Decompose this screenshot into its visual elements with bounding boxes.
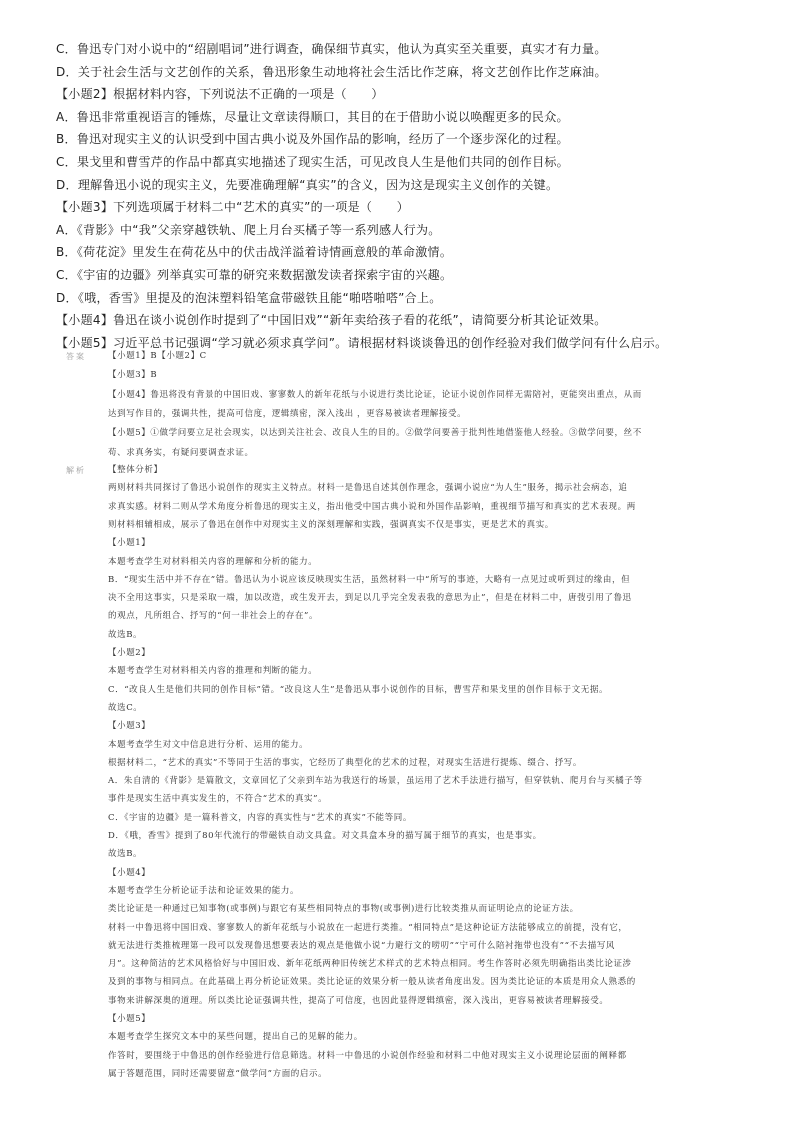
- analysis-line: 【小题5】: [108, 1014, 151, 1024]
- question-line: A．鲁迅非常重视语言的锤炼，尽量让文章读得顺口，其目的在于借助小说以唤醒更多的民众。: [56, 109, 569, 124]
- analysis-line: 【整体分析】: [108, 465, 163, 475]
- analysis-line: 【小题2】: [108, 648, 151, 658]
- analysis-line: B．“现实生活中并不存在”错。鲁迅认为小说应该反映现实生活，虽然材料一中“所写的事迹，大略有一点见过或听到过的缘由，但: [108, 574, 631, 585]
- answer-tag: 答案: [66, 352, 86, 361]
- question-line: C．《宇宙的边疆》列举真实可靠的研究来数据激发读者探索宇宙的兴趣。: [56, 268, 453, 282]
- question-line: B．鲁迅对现实主义的认识受到中国古典小说及外国作品的影响，经历了一个逐步深化的过程。: [56, 132, 569, 147]
- analysis-line: 根据材料二，“艺术的真实”不等同于生活的事实，它经历了典型化的艺术的过程，对现实生活进行提炼、缀合、抒写。: [108, 757, 582, 768]
- analysis-line: 本题考查学生对材料相关内容的推理和判断的能力。: [108, 666, 318, 677]
- analysis-line: 【小题4】: [108, 867, 151, 878]
- analysis-line: 本题考查学生对材料相关内容的理解和分析的能力。: [108, 556, 318, 567]
- analysis-line: 就无法进行类推梳理第一段可以发现鲁迅想要表达的观点是他做小说“力避行文的唠叨”“宁可什么陪衬拖带也没有”“不去描写风: [108, 940, 616, 951]
- answer-line: 达到写作目的，强调共性，提高可信度，逻辑缜密，深入浅出 ，更容易被读者理解接受。: [108, 408, 467, 419]
- question-line: 【小题5】习近平总书记强调“学习就必须求真学问”。请根据材料谈谈鲁迅的创作经验对我们做学问有什么启示。: [56, 335, 668, 350]
- analysis-line: 事件是现实生活中真实发生的，不符合“艺术的真实”。: [108, 794, 328, 805]
- analysis-line: 则材料相辅相成，展示了鲁迅在创作中对现实主义的深刻理解和实践，强调真实不仅是事实，更是艺术的真实。: [108, 519, 554, 530]
- analysis-tag: 解析: [66, 466, 86, 475]
- answer-line: 【小题3】B: [108, 370, 158, 381]
- question-line: C．鲁迅专门对小说中的“绍剧唱词”进行调查，确保细节真实，他认为真实至关重要，真实才有力量。: [56, 42, 607, 56]
- analysis-line: 本题考查学生探究文本中的某些问题，提出自己的见解的能力。: [108, 1032, 363, 1043]
- analysis-line: 月”。这种简洁的艺术风格恰好与中国旧戏、新年花纸两种旧传统艺术样式的艺术特点相同。考生作答时必须先明确指出类比论证涉: [108, 959, 632, 970]
- analysis-line: 求真实感。材料二则从学术角度分析鲁迅的现实主义，指出他受中国古典小说和外国作品影响，重视细节描写和真实的艺术表现。两: [108, 501, 636, 512]
- question-line: 【小题2】根据材料内容，下列说法不正确的一项是（ ）: [56, 87, 384, 102]
- question-line: D．关于社会生活与文艺创作的关系，鲁迅形象生动地将社会生活比作芝麻，将文艺创作比作芝麻油。: [56, 64, 607, 79]
- analysis-line: C．“改良人生是他们共同的创作目标”错。“改良这人生”是鲁迅从事小说创作的目标，曹雪芹和果戈里的创作目标于文无据。: [108, 684, 609, 695]
- analysis-line: 两则材料共同探讨了鲁迅小说创作的现实主义特点。材料一是鲁迅自述其创作理念，强调小说应“为人生”服务，揭示社会病态，追: [108, 483, 628, 494]
- analysis-line: 本题考查学生对文中信息进行分析、运用的能力。: [108, 739, 309, 750]
- analysis-line: 的观点，凡所组合、抒写的“何一非社会上的存在”。: [108, 611, 319, 622]
- question-line: D．《哦，香雪》里提及的泡沫塑料铅笔盒带磁铁且能“啪嗒啪嗒”合上。: [56, 290, 442, 305]
- question-line: C．果戈里和曹雪芹的作品中都真实地描述了现实生活，可见改良人生是他们共同的创作目标。: [56, 155, 569, 169]
- analysis-line: 故选B。: [108, 849, 143, 860]
- analysis-line: 【小题1】: [108, 538, 151, 549]
- analysis-line: 故选B。: [108, 629, 143, 640]
- analysis-line: 事物来讲解深奥的道理。所以类比论证强调共性，提高了可信度，也因此显得逻辑缜密，深入浅出，更容易被读者理解接受。: [108, 995, 609, 1006]
- analysis-line: A．朱自清的《背影》是篇散文，文章回忆了父亲到车站为我送行的场景，虽运用了艺术手法进行描写，但穿铁轨、爬月台与买橘子等: [108, 776, 643, 787]
- question-line: 【小题4】鲁迅在谈小说创作时提到了“中国旧戏”“新年卖给孩子看的花纸”，请简要分析其论证效果。: [56, 313, 607, 328]
- analysis-line: 属于答题范围，同时还需要留意“做学问”方面的启示。: [108, 1068, 328, 1079]
- analysis-line: 作答时，要围绕于中鲁迅的创作经验进行信息筛选。材料一中鲁迅的小说创作经验和材料二中他对现实主义小说理论层面的阐释都: [108, 1050, 627, 1061]
- analysis-line: 故选C。: [108, 702, 143, 713]
- analysis-line: D．《哦，香雪》提到了80年代流行的带磁铁自动文具盒。对文具盒本身的描写属于细节的真实，也是事实。: [108, 831, 542, 841]
- analysis-line: 本题考查学生分析论证手法和论证效果的能力。: [108, 885, 300, 896]
- answer-line: 【小题1】B【小题2】C: [108, 351, 207, 361]
- analysis-line: 类比论证是一种通过已知事物(或事例)与跟它有某些相同特点的事物(或事例)进行比较类推从而证明论点的论证方法。: [108, 904, 579, 915]
- analysis-line: 决不全用这事实，只是采取一端，加以改造，或生发开去，到足以几乎完全发表我的意思为止”，但是在材料二中，唐弢引用了鲁迅: [108, 593, 632, 604]
- analysis-line: 材料一中鲁迅将中国旧戏、寥寥数人的新年花纸与小说放在一起进行类推。“相同特点”是这种论证方法能够成立的前提，没有它，: [108, 922, 628, 933]
- analysis-line: C．《宇宙的边疆》是一篇科普文，内容的真实性与“艺术的真实”不能等同。: [108, 812, 412, 823]
- answer-line: 【小题4】鲁迅将没有背景的中国旧戏、寥寥数人的新年花纸与小说进行类比论证，论证小说创作同样无需陪衬，更能突出重点，从而: [108, 389, 642, 400]
- analysis-line: 及到的事物与相同点。在此基础上再分析论证效果。类比论证的效果分析一般从读者角度出发。因为类比论证的本质是用众人熟悉的: [108, 977, 636, 988]
- answer-line: 【小题5】①做学问要立足社会现实，以达到关注社会、改良人生的目的。②做学问要善于批判性地借鉴他人经验。③做学问要，丝不: [108, 428, 642, 439]
- answer-line: 苟、求真务实，有疑问要调查求证。: [108, 447, 254, 458]
- question-line: D．理解鲁迅小说的现实主义，先要准确理解“真实”的含义，因为这是现实主义创作的关键。: [56, 177, 559, 192]
- question-line: B．《荷花淀》里发生在荷花丛中的伏击战洋溢着诗情画意般的革命激情。: [56, 245, 453, 260]
- question-line: A．《背影》中“我”父亲穿越铁轨、爬上月台买橘子等一系列感人行为。: [56, 222, 441, 237]
- question-line: 【小题3】下列选项属于材料二中“艺术的真实”的一项是（ ）: [56, 200, 410, 215]
- analysis-line: 【小题3】: [108, 721, 151, 732]
